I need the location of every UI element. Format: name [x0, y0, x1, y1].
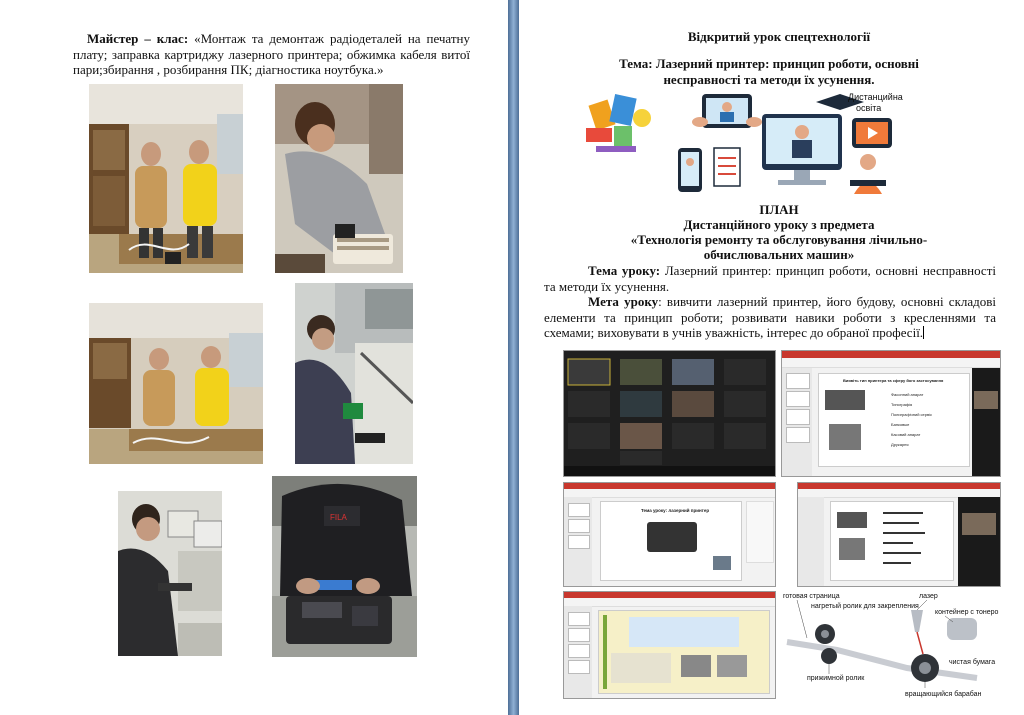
label-ready-page: готовая страница [783, 593, 840, 600]
photo-students-cable-1 [89, 84, 243, 273]
screenshot-presentation-text [563, 591, 776, 699]
photo-student-workbench [295, 283, 413, 464]
slide-item: Фасонний апарат [891, 392, 924, 397]
plan-title: ПЛАН [759, 202, 799, 217]
slide-item-list [891, 390, 932, 450]
subject-line-1: «Технологія ремонту та обслуговування лічильно- [630, 232, 928, 247]
slide-item: Банковые [891, 422, 910, 427]
text-cursor [923, 326, 924, 339]
master-class-paragraph [73, 31, 470, 78]
goal-label: Мета уроку [588, 294, 659, 309]
subject-line-2: обчислювальних машин» [703, 247, 855, 262]
label-laser: лазер [919, 593, 938, 600]
svg-text:FILA: FILA [330, 513, 347, 522]
document-page-left [0, 0, 508, 715]
photo-student-computers [118, 491, 222, 656]
pressure-roller [821, 648, 837, 664]
label-drum: вращающийся барабан [905, 691, 982, 698]
label-toner-container: контейнер с тонером [935, 609, 999, 616]
illustration-caption-2: освіта [856, 103, 882, 113]
screenshot-presentation-printers [781, 350, 1001, 477]
topic-paragraph [544, 263, 996, 294]
laser-printer-diagram [777, 588, 999, 700]
topic-label: Тема уроку: [588, 263, 661, 278]
document-page-right [519, 0, 1024, 715]
goal-paragraph [544, 294, 996, 341]
screenshot-presentation-lesson [563, 482, 776, 587]
slide-item: Друкарня [891, 442, 909, 447]
label-heated-roller: нагретый ролик для закрепления [811, 603, 919, 610]
screenshot-video-conference [563, 350, 776, 477]
label-pressure-roller: прижимной ролик [807, 675, 865, 682]
master-class-text: «Монтаж та демонтаж радіодеталей на печатну плату; заправка картриджу лазерного принтера; обжимка кабеля витої пари;збирання , розбирання ПК; діагностика ноутбука.» [73, 31, 470, 77]
photo-student-laptop-repair [272, 476, 417, 657]
goal-text: : вивчити лазерний принтер, його будову, основні складові елементи та принцип роботи; розвивати навики роботи з кресленнями та схемами; виховувати в учнів уважність, інтерес до обраної професії. [544, 294, 997, 340]
monitor-lecturer-icon [762, 114, 842, 185]
master-class-label: Майстер – клас: [87, 31, 189, 46]
lesson-topic-line-2: несправності та методи їх усунення. [663, 72, 875, 87]
lesson-topic-line-1: Тема: Лазерний принтер: принцип роботи, основні [619, 56, 919, 71]
illustration-caption-1: Дистанцийна [848, 92, 903, 102]
page-gutter [508, 0, 519, 715]
toner-container [947, 618, 977, 640]
photo-students-cable-2 [89, 303, 263, 464]
plan-subtitle: Дистанційного уроку з предмета [683, 217, 875, 232]
student-laptop-icon [850, 154, 886, 194]
lesson-header: Відкритий урок спецтехнології [687, 29, 871, 44]
label-clean-paper: чистая бумага [949, 659, 996, 666]
notepad-icon [714, 148, 740, 186]
photo-student-working [275, 84, 403, 273]
slide-item: Типографія [891, 402, 913, 407]
slide-item: Полиграфічний сервіс [891, 412, 933, 417]
slide-title: Виявіть тип принтера та сферу його застосування [843, 378, 944, 383]
phone-student-icon [678, 148, 702, 192]
education-cluster-icon [586, 94, 651, 152]
screenshot-presentation-printers-2 [797, 482, 1001, 587]
video-play-icon [852, 118, 892, 148]
distance-learning-illustration [582, 88, 922, 198]
slide-2-title: Тема уроку: лазерний принтер [641, 508, 710, 513]
topic-text: Лазерний принтер: принцип роботи, основні несправності та методи їх усунення. [544, 263, 996, 294]
slide-item: Касовий апарат [891, 432, 921, 437]
tablet-teacher-icon [692, 94, 762, 128]
